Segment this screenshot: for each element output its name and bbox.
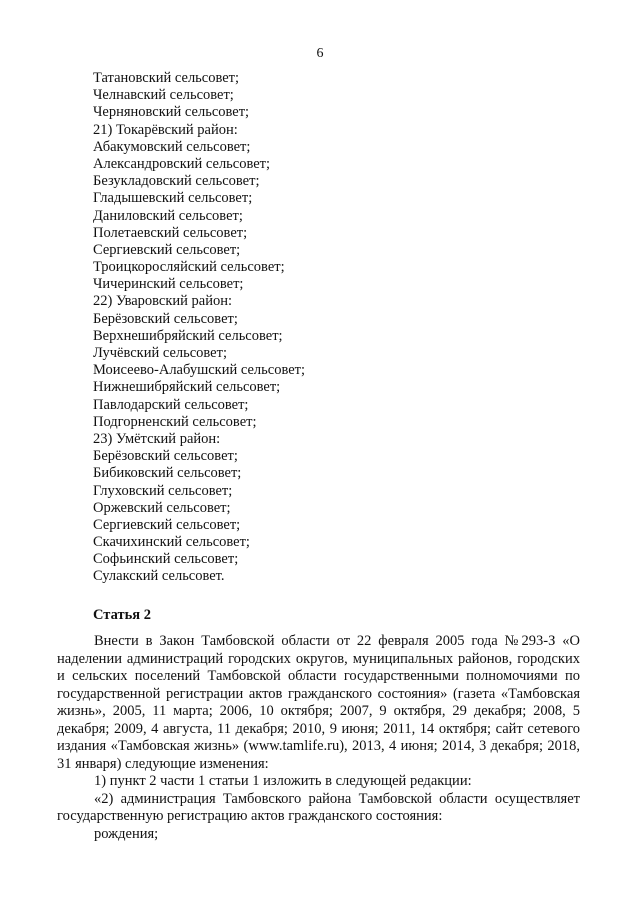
list-item: Даниловский сельсовет; (93, 207, 243, 224)
article-item-3: рождения; (94, 825, 159, 842)
list-item: Лучёвский сельсовет; (93, 345, 227, 361)
list-item: Оржевский сельсовет; (93, 499, 231, 516)
list-item: Сергиевский сельсовет; (93, 241, 241, 258)
district-heading: 22) Уваровский район: (93, 293, 233, 310)
list-item: Троицкоросляйский сельсовет; (93, 259, 285, 276)
article-item-1: 1) пункт 2 части 1 статьи 1 изложить в следующей редакции: (94, 773, 472, 789)
list-item: Подгорненский сельсовет; (93, 413, 257, 430)
list-item: Черняновский сельсовет; (93, 104, 250, 121)
list-item: Нижнешибряйский сельсовет; (93, 379, 281, 396)
municipality-list (93, 70, 305, 586)
article-heading: Статья 2 (93, 607, 151, 623)
list-item: Берёзовский сельсовет; (93, 448, 238, 465)
article-intro-paragraph: Внести в Закон Тамбовской области от 22 февраля 2005 года №293-З «О наделении администраций городских округов, муниципальных районов, городских и сельских поселений Тамбовской области государственными полномочиями по государственной регистрации актов гражданского состояния» (газета «Тамбовская жизнь», 2005, 11 марта; 2006, 10 октября; 2007, 9 октября, 29 декабря; 2008, 5 декабря; 2009, 4 августа, 11 декабря; 2010, 9 июня; 2011, 14 октября; сайт сетевого издания «Тамбовская жизнь» (www.tamlife.ru), 2013, 4 июня; 2014, 3 декабря; 2018, 31 января) следующие изменения: (57, 633, 580, 772)
article-item-2: «2) администрация Тамбовского района Тамбовской области осуществляет государственную регистрацию актов гражданского состояния: (57, 790, 580, 824)
list-item: Павлодарский сельсовет; (93, 396, 249, 413)
list-item: Полетаевский сельсовет; (93, 224, 248, 241)
list-item: Сергиевский сельсовет; (93, 516, 241, 533)
list-item: Челнавский сельсовет; (93, 87, 234, 104)
list-item: Александровский сельсовет; (93, 155, 271, 172)
list-item: Абакумовский сельсовет; (93, 138, 251, 155)
list-item: Сулакский сельсовет. (93, 568, 225, 585)
list-item: Софьинский сельсовет; (93, 551, 239, 568)
list-item: Глуховский сельсовет; (93, 482, 233, 499)
list-item: Скачихинский сельсовет; (93, 534, 250, 551)
article-body (57, 633, 580, 843)
district-heading: 23) Умётский район: (93, 430, 221, 447)
list-item: Гладышевский сельсовет; (93, 190, 253, 207)
list-item: Моисеево-Алабушский сельсовет; (93, 362, 306, 379)
district-heading: 21) Токарёвский район: (93, 121, 238, 138)
list-item: Бибиковский сельсовет; (93, 465, 242, 482)
page-number: 6 (316, 46, 324, 61)
list-item: Верхнешибряйский сельсовет; (93, 327, 283, 344)
list-item: Татановский сельсовет; (93, 70, 240, 86)
list-item: Безукладовский сельсовет; (93, 173, 260, 190)
list-item: Чичеринский сельсовет; (93, 276, 244, 293)
list-item: Берёзовский сельсовет; (93, 310, 238, 327)
